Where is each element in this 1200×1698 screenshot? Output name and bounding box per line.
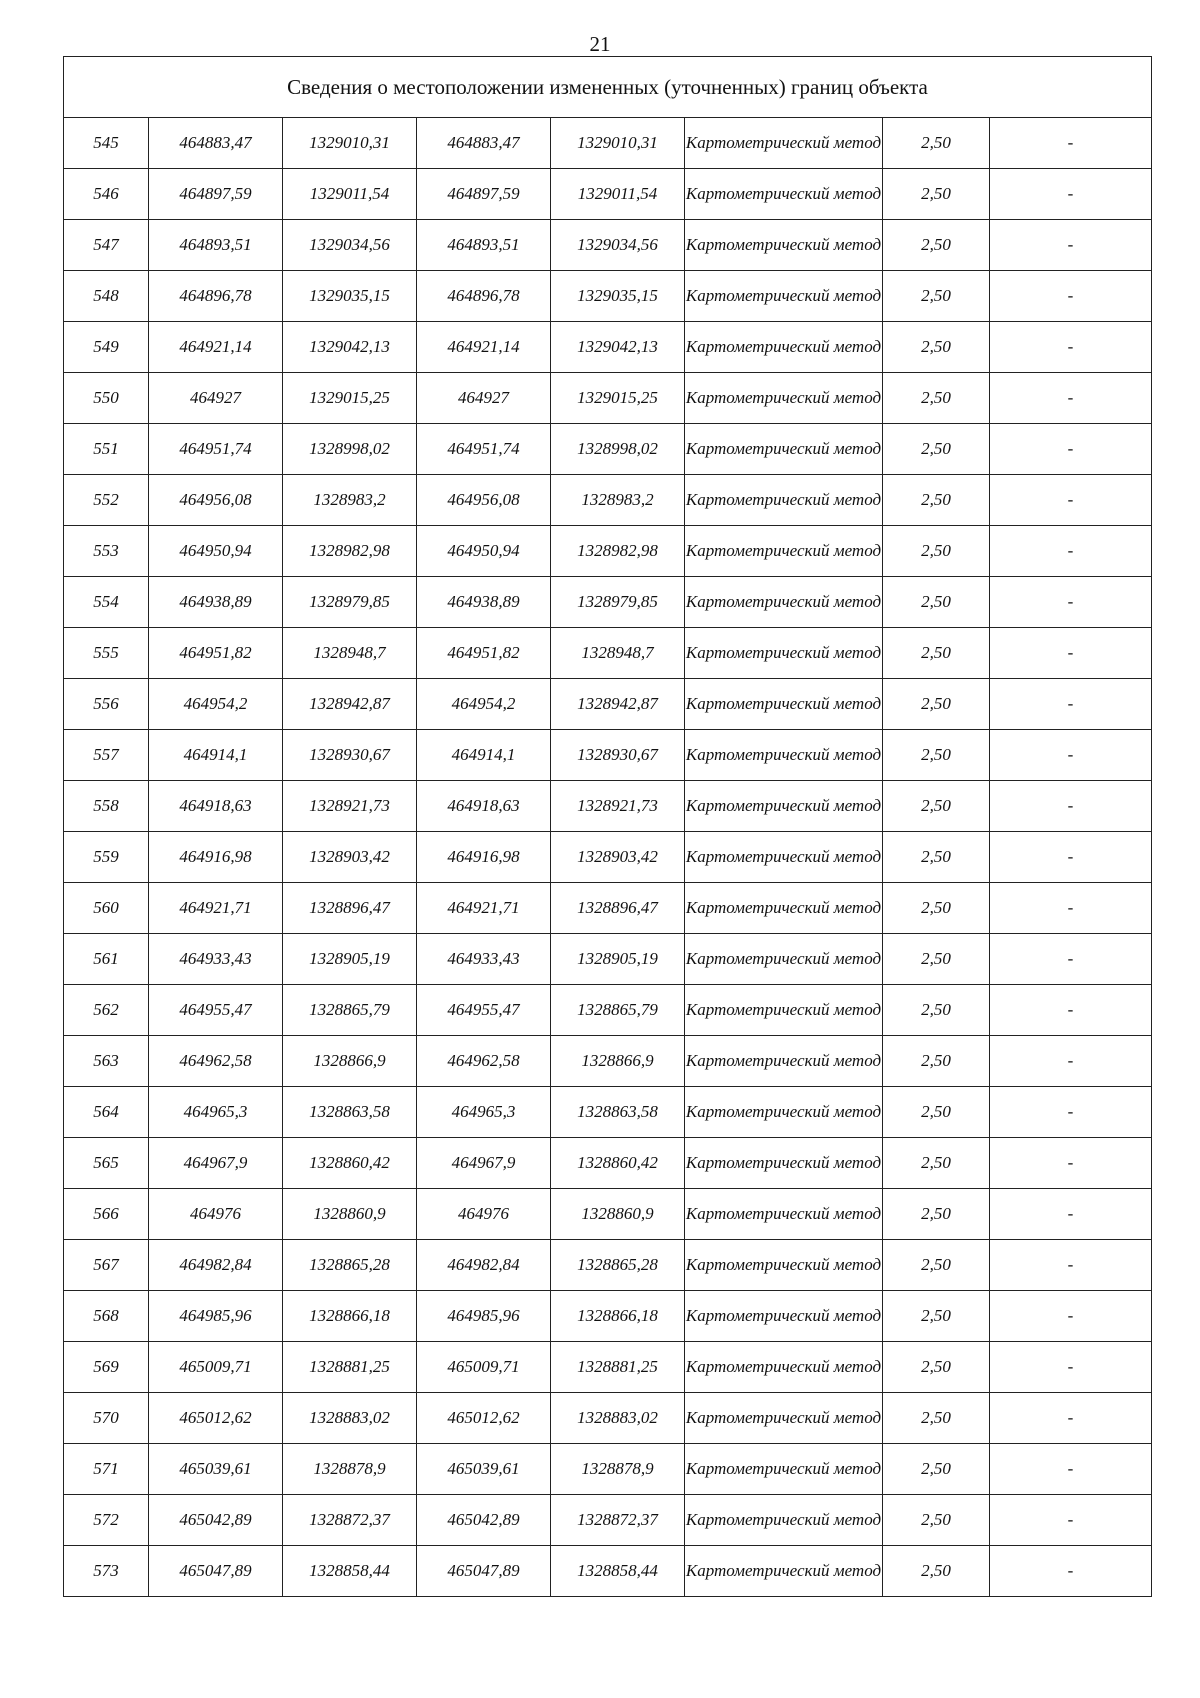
cell-x-refined: 465009,71 <box>417 1342 551 1393</box>
table-row <box>64 1138 1152 1189</box>
cell-x-refined: 464921,14 <box>417 322 551 373</box>
cell-y-refined: 1329010,31 <box>551 118 685 169</box>
cell-x-refined: 464955,47 <box>417 985 551 1036</box>
boundary-table <box>63 56 1152 1597</box>
table-row <box>64 322 1152 373</box>
cell-x-existing: 464955,47 <box>149 985 283 1036</box>
cell-accuracy: 2,50 <box>883 169 990 220</box>
cell-x-existing: 464921,71 <box>149 883 283 934</box>
cell-method: Картометрический метод <box>685 118 883 169</box>
cell-accuracy: 2,50 <box>883 781 990 832</box>
cell-description: - <box>990 934 1152 985</box>
cell-description: - <box>990 883 1152 934</box>
table-row <box>64 1393 1152 1444</box>
cell-x-existing: 465012,62 <box>149 1393 283 1444</box>
cell-y-existing: 1328865,79 <box>283 985 417 1036</box>
cell-description: - <box>990 1240 1152 1291</box>
cell-point-number: 553 <box>64 526 149 577</box>
cell-y-existing: 1328896,47 <box>283 883 417 934</box>
cell-point-number: 572 <box>64 1495 149 1546</box>
cell-accuracy: 2,50 <box>883 1495 990 1546</box>
cell-description: - <box>990 1189 1152 1240</box>
cell-y-existing: 1328921,73 <box>283 781 417 832</box>
table-row <box>64 628 1152 679</box>
cell-description: - <box>990 628 1152 679</box>
cell-point-number: 548 <box>64 271 149 322</box>
table-row <box>64 475 1152 526</box>
cell-y-refined: 1328865,79 <box>551 985 685 1036</box>
cell-x-existing: 464982,84 <box>149 1240 283 1291</box>
cell-accuracy: 2,50 <box>883 1393 990 1444</box>
cell-y-existing: 1328983,2 <box>283 475 417 526</box>
cell-accuracy: 2,50 <box>883 118 990 169</box>
cell-point-number: 556 <box>64 679 149 730</box>
table-row <box>64 220 1152 271</box>
cell-description: - <box>990 118 1152 169</box>
cell-y-refined: 1329015,25 <box>551 373 685 424</box>
cell-method: Картометрический метод <box>685 1495 883 1546</box>
table-row <box>64 883 1152 934</box>
cell-y-existing: 1328881,25 <box>283 1342 417 1393</box>
cell-point-number: 564 <box>64 1087 149 1138</box>
cell-y-refined: 1328866,18 <box>551 1291 685 1342</box>
cell-point-number: 568 <box>64 1291 149 1342</box>
table-row <box>64 934 1152 985</box>
cell-description: - <box>990 577 1152 628</box>
cell-point-number: 558 <box>64 781 149 832</box>
table-row <box>64 577 1152 628</box>
cell-x-existing: 465039,61 <box>149 1444 283 1495</box>
cell-y-existing: 1329011,54 <box>283 169 417 220</box>
cell-x-refined: 464916,98 <box>417 832 551 883</box>
cell-y-refined: 1328905,19 <box>551 934 685 985</box>
cell-accuracy: 2,50 <box>883 1342 990 1393</box>
table-row <box>64 373 1152 424</box>
table-row <box>64 679 1152 730</box>
cell-y-existing: 1328982,98 <box>283 526 417 577</box>
cell-x-existing: 464893,51 <box>149 220 283 271</box>
cell-y-existing: 1328872,37 <box>283 1495 417 1546</box>
cell-y-refined: 1328866,9 <box>551 1036 685 1087</box>
cell-point-number: 571 <box>64 1444 149 1495</box>
table-row <box>64 1240 1152 1291</box>
cell-point-number: 546 <box>64 169 149 220</box>
cell-point-number: 570 <box>64 1393 149 1444</box>
cell-accuracy: 2,50 <box>883 475 990 526</box>
cell-method: Картометрический метод <box>685 1393 883 1444</box>
cell-y-existing: 1328860,42 <box>283 1138 417 1189</box>
cell-y-existing: 1328998,02 <box>283 424 417 475</box>
table-row <box>64 1036 1152 1087</box>
cell-accuracy: 2,50 <box>883 1087 990 1138</box>
cell-x-existing: 464933,43 <box>149 934 283 985</box>
table-row <box>64 1291 1152 1342</box>
cell-y-existing: 1328863,58 <box>283 1087 417 1138</box>
cell-description: - <box>990 1138 1152 1189</box>
cell-point-number: 567 <box>64 1240 149 1291</box>
cell-y-refined: 1328878,9 <box>551 1444 685 1495</box>
table-row <box>64 985 1152 1036</box>
cell-y-refined: 1329035,15 <box>551 271 685 322</box>
cell-description: - <box>990 1393 1152 1444</box>
cell-x-refined: 464956,08 <box>417 475 551 526</box>
cell-accuracy: 2,50 <box>883 1444 990 1495</box>
cell-accuracy: 2,50 <box>883 271 990 322</box>
cell-y-existing: 1329010,31 <box>283 118 417 169</box>
cell-x-refined: 465039,61 <box>417 1444 551 1495</box>
cell-x-existing: 465042,89 <box>149 1495 283 1546</box>
table-row <box>64 1189 1152 1240</box>
cell-description: - <box>990 169 1152 220</box>
cell-x-refined: 465047,89 <box>417 1546 551 1597</box>
cell-accuracy: 2,50 <box>883 424 990 475</box>
cell-y-refined: 1328942,87 <box>551 679 685 730</box>
cell-method: Картометрический метод <box>685 1189 883 1240</box>
cell-method: Картометрический метод <box>685 1444 883 1495</box>
cell-description: - <box>990 1087 1152 1138</box>
cell-x-existing: 465009,71 <box>149 1342 283 1393</box>
cell-method: Картометрический метод <box>685 1342 883 1393</box>
cell-description: - <box>990 271 1152 322</box>
cell-description: - <box>990 322 1152 373</box>
cell-method: Картометрический метод <box>685 934 883 985</box>
cell-y-existing: 1328883,02 <box>283 1393 417 1444</box>
table-title-row <box>64 57 1152 118</box>
cell-y-existing: 1328860,9 <box>283 1189 417 1240</box>
cell-method: Картометрический метод <box>685 832 883 883</box>
cell-x-existing: 464976 <box>149 1189 283 1240</box>
cell-y-existing: 1328865,28 <box>283 1240 417 1291</box>
cell-y-existing: 1329035,15 <box>283 271 417 322</box>
cell-point-number: 551 <box>64 424 149 475</box>
cell-accuracy: 2,50 <box>883 1291 990 1342</box>
cell-point-number: 569 <box>64 1342 149 1393</box>
cell-x-refined: 464962,58 <box>417 1036 551 1087</box>
cell-x-refined: 464927 <box>417 373 551 424</box>
table-title: Сведения о местоположении измененных (уточненных) границ объекта <box>64 57 1152 118</box>
cell-x-existing: 464985,96 <box>149 1291 283 1342</box>
cell-method: Картометрический метод <box>685 373 883 424</box>
cell-description: - <box>990 730 1152 781</box>
cell-method: Картометрический метод <box>685 475 883 526</box>
cell-method: Картометрический метод <box>685 577 883 628</box>
cell-point-number: 552 <box>64 475 149 526</box>
cell-x-refined: 464965,3 <box>417 1087 551 1138</box>
cell-point-number: 561 <box>64 934 149 985</box>
cell-description: - <box>990 424 1152 475</box>
cell-y-existing: 1329042,13 <box>283 322 417 373</box>
cell-point-number: 557 <box>64 730 149 781</box>
cell-accuracy: 2,50 <box>883 1138 990 1189</box>
cell-y-refined: 1328921,73 <box>551 781 685 832</box>
cell-accuracy: 2,50 <box>883 985 990 1036</box>
table-row <box>64 1546 1152 1597</box>
cell-y-refined: 1328983,2 <box>551 475 685 526</box>
cell-x-existing: 464951,74 <box>149 424 283 475</box>
cell-y-refined: 1328930,67 <box>551 730 685 781</box>
cell-y-refined: 1329011,54 <box>551 169 685 220</box>
cell-x-refined: 464976 <box>417 1189 551 1240</box>
cell-method: Картометрический метод <box>685 1087 883 1138</box>
cell-method: Картометрический метод <box>685 679 883 730</box>
cell-y-existing: 1328979,85 <box>283 577 417 628</box>
cell-x-existing: 464965,3 <box>149 1087 283 1138</box>
cell-x-existing: 465047,89 <box>149 1546 283 1597</box>
cell-description: - <box>990 1036 1152 1087</box>
cell-method: Картометрический метод <box>685 271 883 322</box>
cell-x-refined: 465012,62 <box>417 1393 551 1444</box>
cell-x-refined: 464921,71 <box>417 883 551 934</box>
table-row <box>64 781 1152 832</box>
cell-description: - <box>990 373 1152 424</box>
cell-accuracy: 2,50 <box>883 730 990 781</box>
cell-point-number: 562 <box>64 985 149 1036</box>
cell-point-number: 566 <box>64 1189 149 1240</box>
cell-point-number: 554 <box>64 577 149 628</box>
cell-method: Картометрический метод <box>685 730 883 781</box>
cell-y-existing: 1328930,67 <box>283 730 417 781</box>
cell-method: Картометрический метод <box>685 424 883 475</box>
cell-description: - <box>990 1546 1152 1597</box>
cell-accuracy: 2,50 <box>883 526 990 577</box>
cell-y-existing: 1328866,18 <box>283 1291 417 1342</box>
cell-x-refined: 464938,89 <box>417 577 551 628</box>
cell-method: Картометрический метод <box>685 169 883 220</box>
cell-accuracy: 2,50 <box>883 373 990 424</box>
cell-method: Картометрический метод <box>685 1138 883 1189</box>
cell-y-refined: 1328998,02 <box>551 424 685 475</box>
cell-y-existing: 1328866,9 <box>283 1036 417 1087</box>
cell-y-existing: 1329034,56 <box>283 220 417 271</box>
cell-y-refined: 1328881,25 <box>551 1342 685 1393</box>
cell-x-refined: 464951,74 <box>417 424 551 475</box>
table-row <box>64 1342 1152 1393</box>
cell-y-existing: 1328905,19 <box>283 934 417 985</box>
cell-x-existing: 464921,14 <box>149 322 283 373</box>
cell-y-existing: 1328878,9 <box>283 1444 417 1495</box>
cell-x-refined: 464893,51 <box>417 220 551 271</box>
cell-x-refined: 465042,89 <box>417 1495 551 1546</box>
cell-y-refined: 1328860,42 <box>551 1138 685 1189</box>
cell-description: - <box>990 832 1152 883</box>
cell-accuracy: 2,50 <box>883 832 990 883</box>
cell-accuracy: 2,50 <box>883 1036 990 1087</box>
cell-x-existing: 464897,59 <box>149 169 283 220</box>
cell-y-existing: 1328948,7 <box>283 628 417 679</box>
cell-method: Картометрический метод <box>685 1036 883 1087</box>
table-row <box>64 169 1152 220</box>
cell-x-refined: 464954,2 <box>417 679 551 730</box>
cell-x-refined: 464982,84 <box>417 1240 551 1291</box>
cell-y-refined: 1328863,58 <box>551 1087 685 1138</box>
cell-point-number: 559 <box>64 832 149 883</box>
table-row <box>64 832 1152 883</box>
cell-description: - <box>990 985 1152 1036</box>
cell-y-refined: 1328982,98 <box>551 526 685 577</box>
cell-method: Картометрический метод <box>685 883 883 934</box>
table-row <box>64 271 1152 322</box>
cell-accuracy: 2,50 <box>883 1189 990 1240</box>
cell-accuracy: 2,50 <box>883 1546 990 1597</box>
cell-method: Картометрический метод <box>685 985 883 1036</box>
cell-accuracy: 2,50 <box>883 628 990 679</box>
table-row <box>64 1444 1152 1495</box>
cell-y-refined: 1328860,9 <box>551 1189 685 1240</box>
cell-x-existing: 464951,82 <box>149 628 283 679</box>
table-row <box>64 1495 1152 1546</box>
table-row <box>64 424 1152 475</box>
cell-x-refined: 464933,43 <box>417 934 551 985</box>
cell-x-refined: 464918,63 <box>417 781 551 832</box>
page-number: 21 <box>589 32 611 56</box>
cell-x-refined: 464950,94 <box>417 526 551 577</box>
cell-point-number: 565 <box>64 1138 149 1189</box>
cell-x-existing: 464918,63 <box>149 781 283 832</box>
cell-x-refined: 464914,1 <box>417 730 551 781</box>
cell-x-existing: 464962,58 <box>149 1036 283 1087</box>
cell-point-number: 563 <box>64 1036 149 1087</box>
cell-accuracy: 2,50 <box>883 322 990 373</box>
cell-point-number: 547 <box>64 220 149 271</box>
cell-x-refined: 464897,59 <box>417 169 551 220</box>
table-row <box>64 118 1152 169</box>
cell-description: - <box>990 1444 1152 1495</box>
cell-description: - <box>990 1291 1152 1342</box>
cell-x-existing: 464938,89 <box>149 577 283 628</box>
cell-method: Картометрический метод <box>685 1546 883 1597</box>
cell-y-refined: 1329042,13 <box>551 322 685 373</box>
cell-y-refined: 1328865,28 <box>551 1240 685 1291</box>
cell-y-existing: 1328858,44 <box>283 1546 417 1597</box>
cell-y-refined: 1328948,7 <box>551 628 685 679</box>
cell-description: - <box>990 220 1152 271</box>
cell-x-refined: 464951,82 <box>417 628 551 679</box>
cell-description: - <box>990 781 1152 832</box>
cell-description: - <box>990 526 1152 577</box>
cell-y-existing: 1329015,25 <box>283 373 417 424</box>
cell-method: Картометрический метод <box>685 1240 883 1291</box>
cell-y-refined: 1329034,56 <box>551 220 685 271</box>
cell-x-existing: 464883,47 <box>149 118 283 169</box>
table-row <box>64 1087 1152 1138</box>
cell-point-number: 545 <box>64 118 149 169</box>
cell-method: Картометрический метод <box>685 1291 883 1342</box>
cell-x-refined: 464896,78 <box>417 271 551 322</box>
cell-y-existing: 1328942,87 <box>283 679 417 730</box>
cell-point-number: 549 <box>64 322 149 373</box>
cell-x-existing: 464927 <box>149 373 283 424</box>
cell-x-existing: 464950,94 <box>149 526 283 577</box>
cell-point-number: 550 <box>64 373 149 424</box>
cell-x-existing: 464914,1 <box>149 730 283 781</box>
cell-x-refined: 464967,9 <box>417 1138 551 1189</box>
cell-y-refined: 1328858,44 <box>551 1546 685 1597</box>
cell-x-existing: 464954,2 <box>149 679 283 730</box>
cell-y-existing: 1328903,42 <box>283 832 417 883</box>
cell-accuracy: 2,50 <box>883 679 990 730</box>
cell-x-existing: 464916,98 <box>149 832 283 883</box>
cell-description: - <box>990 475 1152 526</box>
cell-y-refined: 1328872,37 <box>551 1495 685 1546</box>
cell-point-number: 560 <box>64 883 149 934</box>
cell-point-number: 573 <box>64 1546 149 1597</box>
cell-method: Картометрический метод <box>685 220 883 271</box>
cell-accuracy: 2,50 <box>883 934 990 985</box>
cell-accuracy: 2,50 <box>883 883 990 934</box>
cell-point-number: 555 <box>64 628 149 679</box>
cell-y-refined: 1328896,47 <box>551 883 685 934</box>
cell-y-refined: 1328979,85 <box>551 577 685 628</box>
cell-y-refined: 1328903,42 <box>551 832 685 883</box>
cell-method: Картометрический метод <box>685 628 883 679</box>
cell-x-existing: 464896,78 <box>149 271 283 322</box>
cell-accuracy: 2,50 <box>883 577 990 628</box>
table-row <box>64 730 1152 781</box>
cell-method: Картометрический метод <box>685 322 883 373</box>
cell-description: - <box>990 679 1152 730</box>
table-row <box>64 526 1152 577</box>
cell-x-existing: 464967,9 <box>149 1138 283 1189</box>
cell-method: Картометрический метод <box>685 526 883 577</box>
cell-method: Картометрический метод <box>685 781 883 832</box>
cell-description: - <box>990 1342 1152 1393</box>
cell-accuracy: 2,50 <box>883 1240 990 1291</box>
cell-x-existing: 464956,08 <box>149 475 283 526</box>
cell-x-refined: 464985,96 <box>417 1291 551 1342</box>
cell-y-refined: 1328883,02 <box>551 1393 685 1444</box>
table-body <box>64 118 1152 1597</box>
cell-description: - <box>990 1495 1152 1546</box>
cell-accuracy: 2,50 <box>883 220 990 271</box>
cell-x-refined: 464883,47 <box>417 118 551 169</box>
